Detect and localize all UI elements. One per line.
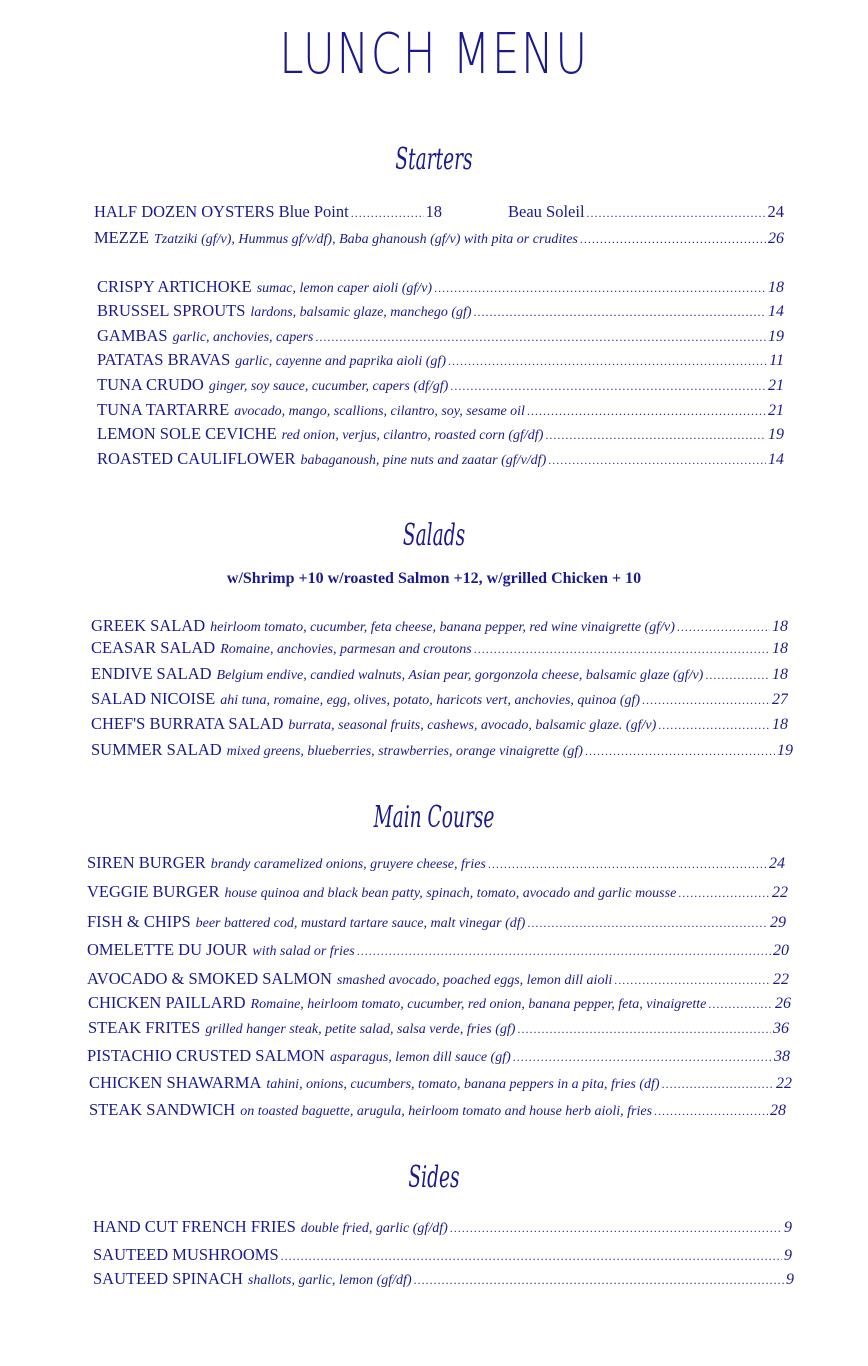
item-name: LEMON SOLE CEVICHE xyxy=(97,424,277,443)
item-price: 18 xyxy=(772,666,788,683)
item-description: heirloom tomato, cucumber, feta cheese, banana pepper, red wine vinaigrette (gf/v) xyxy=(210,620,675,635)
leader-dots xyxy=(545,424,766,445)
item-price: 21 xyxy=(768,402,784,419)
item-price: 19 xyxy=(768,328,784,345)
item-price: 38 xyxy=(774,1048,790,1065)
item-description: smashed avocado, poached eggs, lemon dill aioli xyxy=(336,973,613,988)
item-description: lardons, balsamic glaze, manchego (gf) xyxy=(250,305,472,320)
item-name: VEGGIE BURGER xyxy=(87,882,220,901)
item-price: 18 xyxy=(772,640,788,657)
item-name: GREEK SALAD xyxy=(91,616,206,635)
item-price: 18 xyxy=(768,279,784,296)
menu-item xyxy=(97,325,784,347)
leader-dots xyxy=(513,1046,772,1067)
item-description: shallots, garlic, lemon (gf/df) xyxy=(247,1273,412,1288)
menu-item xyxy=(91,637,788,659)
item-description: tahini, onions, cucumbers, tomato, banana peppers in a pita, fries (df) xyxy=(266,1077,660,1092)
leader-dots xyxy=(517,1018,771,1039)
leader-dots xyxy=(488,853,767,874)
leader-dots xyxy=(658,714,770,735)
item-name: STEAK FRITES xyxy=(88,1018,201,1037)
item-description: ginger, soy sauce, cucumber, capers (df/gf) xyxy=(208,379,449,394)
item-price: 18 xyxy=(772,716,788,733)
item-name: TUNA CRUDO xyxy=(97,375,204,394)
item-description: Tzatziki (gf/v), Hummus gf/v/df), Baba ghanoush (gf/v) with pita or crudites xyxy=(154,232,578,247)
section-title-salads: Salads xyxy=(402,518,466,553)
menu-item xyxy=(88,1017,789,1039)
item-name: TUNA TARTARRE xyxy=(97,400,230,419)
oysters-row-beau-soleil xyxy=(508,201,784,223)
menu-item xyxy=(91,713,788,735)
oysters-row-blue-point xyxy=(94,201,442,223)
leader-dots xyxy=(474,638,770,659)
item-description: mixed greens, blueberries, strawberries, orange vinaigrette (gf) xyxy=(226,744,583,759)
leader-dots xyxy=(585,740,775,761)
menu-item xyxy=(89,1099,786,1121)
item-price: 19 xyxy=(768,426,784,443)
item-name: SALAD NICOISE xyxy=(91,689,216,708)
item-price: 22 xyxy=(773,971,789,988)
leader-dots xyxy=(614,969,771,990)
item-description: with salad or fries xyxy=(252,944,355,959)
item-price: 20 xyxy=(773,942,789,959)
leader-dots xyxy=(677,616,770,637)
item-price: 21 xyxy=(768,377,784,394)
item-name: OMELETTE DU JOUR xyxy=(87,940,248,959)
item-description: double fried, garlic (gf/df) xyxy=(300,1221,448,1236)
item-price: 24 xyxy=(767,202,784,221)
menu-item xyxy=(93,1216,792,1238)
item-price: 29 xyxy=(770,914,786,931)
item-name: BRUSSEL SPROUTS xyxy=(97,301,246,320)
item-description: ahi tuna, romaine, egg, olives, potato, haricots vert, anchovies, quinoa (gf) xyxy=(220,693,641,708)
section-title-sides: Sides xyxy=(408,1160,460,1195)
leader-dots xyxy=(315,326,766,347)
item-description: brandy caramelized onions, gruyere cheese, fries xyxy=(210,857,486,872)
section-title-main-course: Main Course xyxy=(373,800,495,835)
item-price: 9 xyxy=(784,1219,792,1236)
leader-dots xyxy=(642,689,770,710)
leader-dots xyxy=(678,882,770,903)
menu-item xyxy=(88,992,791,1014)
item-description: babaganoush, pine nuts and zaatar (gf/v/df) xyxy=(300,453,547,468)
item-price: 9 xyxy=(786,1271,794,1288)
oyster-option-name: Blue Point xyxy=(278,202,349,221)
item-price: 19 xyxy=(777,742,793,759)
item-name: HAND CUT FRENCH FRIES xyxy=(93,1217,296,1236)
item-name: CHEF'S BURRATA SALAD xyxy=(91,714,284,733)
item-description: Romaine, anchovies, parmesan and croutons xyxy=(220,642,472,657)
item-description: house quinoa and black bean patty, spinach, tomato, avocado and garlic mousse xyxy=(224,886,677,901)
item-name: PATATAS BRAVAS xyxy=(97,350,231,369)
leader-dots xyxy=(450,375,766,396)
item-price: 26 xyxy=(775,995,791,1012)
item-price: 24 xyxy=(769,855,785,872)
item-description: garlic, anchovies, capers xyxy=(172,330,314,345)
item-name: GAMBAS xyxy=(97,326,168,345)
menu-item xyxy=(91,615,788,637)
leader-dots xyxy=(414,1269,784,1290)
section-title-starters: Starters xyxy=(395,142,473,177)
leader-dots xyxy=(587,202,766,223)
item-description: burrata, seasonal fruits, cashews, avocado, balsamic glaze. (gf/v) xyxy=(288,718,657,733)
item-description: Romaine, heirloom tomato, cucumber, red onion, banana pepper, feta, vinaigrette xyxy=(250,997,707,1012)
menu-item xyxy=(91,663,788,685)
menu-item xyxy=(97,276,784,298)
item-description: garlic, cayenne and paprika aioli (gf) xyxy=(235,354,446,369)
item-description: sumac, lemon caper aioli (gf/v) xyxy=(256,281,433,296)
menu-item xyxy=(87,1045,790,1067)
item-description: grilled hanger steak, petite salad, salsa verde, fries (gf) xyxy=(205,1022,516,1037)
oyster-option-name: Beau Soleil xyxy=(508,202,585,221)
leader-dots xyxy=(662,1073,774,1094)
item-price: 14 xyxy=(768,303,784,320)
leader-dots xyxy=(654,1100,768,1121)
menu-item xyxy=(93,1268,794,1290)
item-price: 11 xyxy=(769,352,784,369)
item-name: FISH & CHIPS xyxy=(87,912,191,931)
item-description: on toasted baguette, arugula, heirloom tomato and house herb aioli, fries xyxy=(240,1104,653,1119)
item-name: AVOCADO & SMOKED SALMON xyxy=(87,969,332,988)
item-description: beer battered cod, mustard tartare sauce, malt vinegar (df) xyxy=(195,916,526,931)
menu-item xyxy=(87,968,789,990)
menu-item xyxy=(97,448,784,470)
item-name: ENDIVE SALAD xyxy=(91,664,212,683)
leader-dots xyxy=(580,228,766,249)
leader-dots xyxy=(527,912,768,933)
leader-dots xyxy=(474,301,766,322)
menu-item xyxy=(91,688,788,710)
item-name: SIREN BURGER xyxy=(87,853,206,872)
leader-dots xyxy=(351,202,424,223)
item-name: CHICKEN PAILLARD xyxy=(88,993,246,1012)
item-price: 14 xyxy=(768,451,784,468)
leader-dots xyxy=(357,940,771,961)
leader-dots xyxy=(450,1217,782,1238)
item-description: avocado, mango, scallions, cilantro, soy, sesame oil xyxy=(234,404,525,419)
salads-addons-note: w/Shrimp +10 w/roasted Salmon +12, w/grilled Chicken + 10 xyxy=(226,570,642,587)
item-price: 9 xyxy=(784,1247,792,1264)
leader-dots xyxy=(708,993,773,1014)
item-name: HALF DOZEN OYSTERS xyxy=(94,202,275,221)
menu-item xyxy=(87,911,786,933)
leader-dots xyxy=(448,350,767,371)
leader-dots xyxy=(281,1245,782,1266)
menu-title: LUNCH MENU xyxy=(279,22,589,87)
item-price: 22 xyxy=(776,1075,792,1092)
item-name: CRISPY ARTICHOKE xyxy=(97,277,252,296)
item-name: MEZZE xyxy=(94,228,149,247)
leader-dots xyxy=(548,449,766,470)
leader-dots xyxy=(527,400,766,421)
menu-item xyxy=(97,300,784,322)
leader-dots xyxy=(705,664,770,685)
item-description: red onion, verjus, cilantro, roasted corn (gf/df) xyxy=(281,428,544,443)
menu-item xyxy=(89,1072,792,1094)
item-name: CHICKEN SHAWARMA xyxy=(89,1073,262,1092)
item-name: PISTACHIO CRUSTED SALMON xyxy=(87,1046,325,1065)
item-description: Belgium endive, candied walnuts, Asian pear, gorgonzola cheese, balsamic glaze (gf/v) xyxy=(216,668,704,683)
menu-item xyxy=(94,227,784,249)
item-price: 28 xyxy=(770,1102,786,1119)
item-price: 36 xyxy=(773,1020,789,1037)
item-name: ROASTED CAULIFLOWER xyxy=(97,449,296,468)
menu-item xyxy=(91,739,793,761)
menu-item xyxy=(97,399,784,421)
item-name: SAUTEED SPINACH xyxy=(93,1269,243,1288)
item-price: 22 xyxy=(772,884,788,901)
menu-item xyxy=(93,1244,792,1266)
item-price: 18 xyxy=(772,618,788,635)
item-name: SAUTEED MUSHROOMS xyxy=(93,1245,279,1264)
item-price: 27 xyxy=(772,691,788,708)
menu-item xyxy=(97,423,784,445)
menu-item xyxy=(87,881,788,903)
item-name: SUMMER SALAD xyxy=(91,740,222,759)
item-price: 26 xyxy=(768,230,784,247)
item-price: 18 xyxy=(425,202,442,221)
menu-item xyxy=(97,349,784,371)
item-description: asparagus, lemon dill sauce (gf) xyxy=(329,1050,511,1065)
item-name: CEASAR SALAD xyxy=(91,638,216,657)
menu-item xyxy=(97,374,784,396)
leader-dots xyxy=(434,277,766,298)
menu-item xyxy=(87,939,789,961)
menu-item xyxy=(87,852,785,874)
item-name: STEAK SANDWICH xyxy=(89,1100,236,1119)
